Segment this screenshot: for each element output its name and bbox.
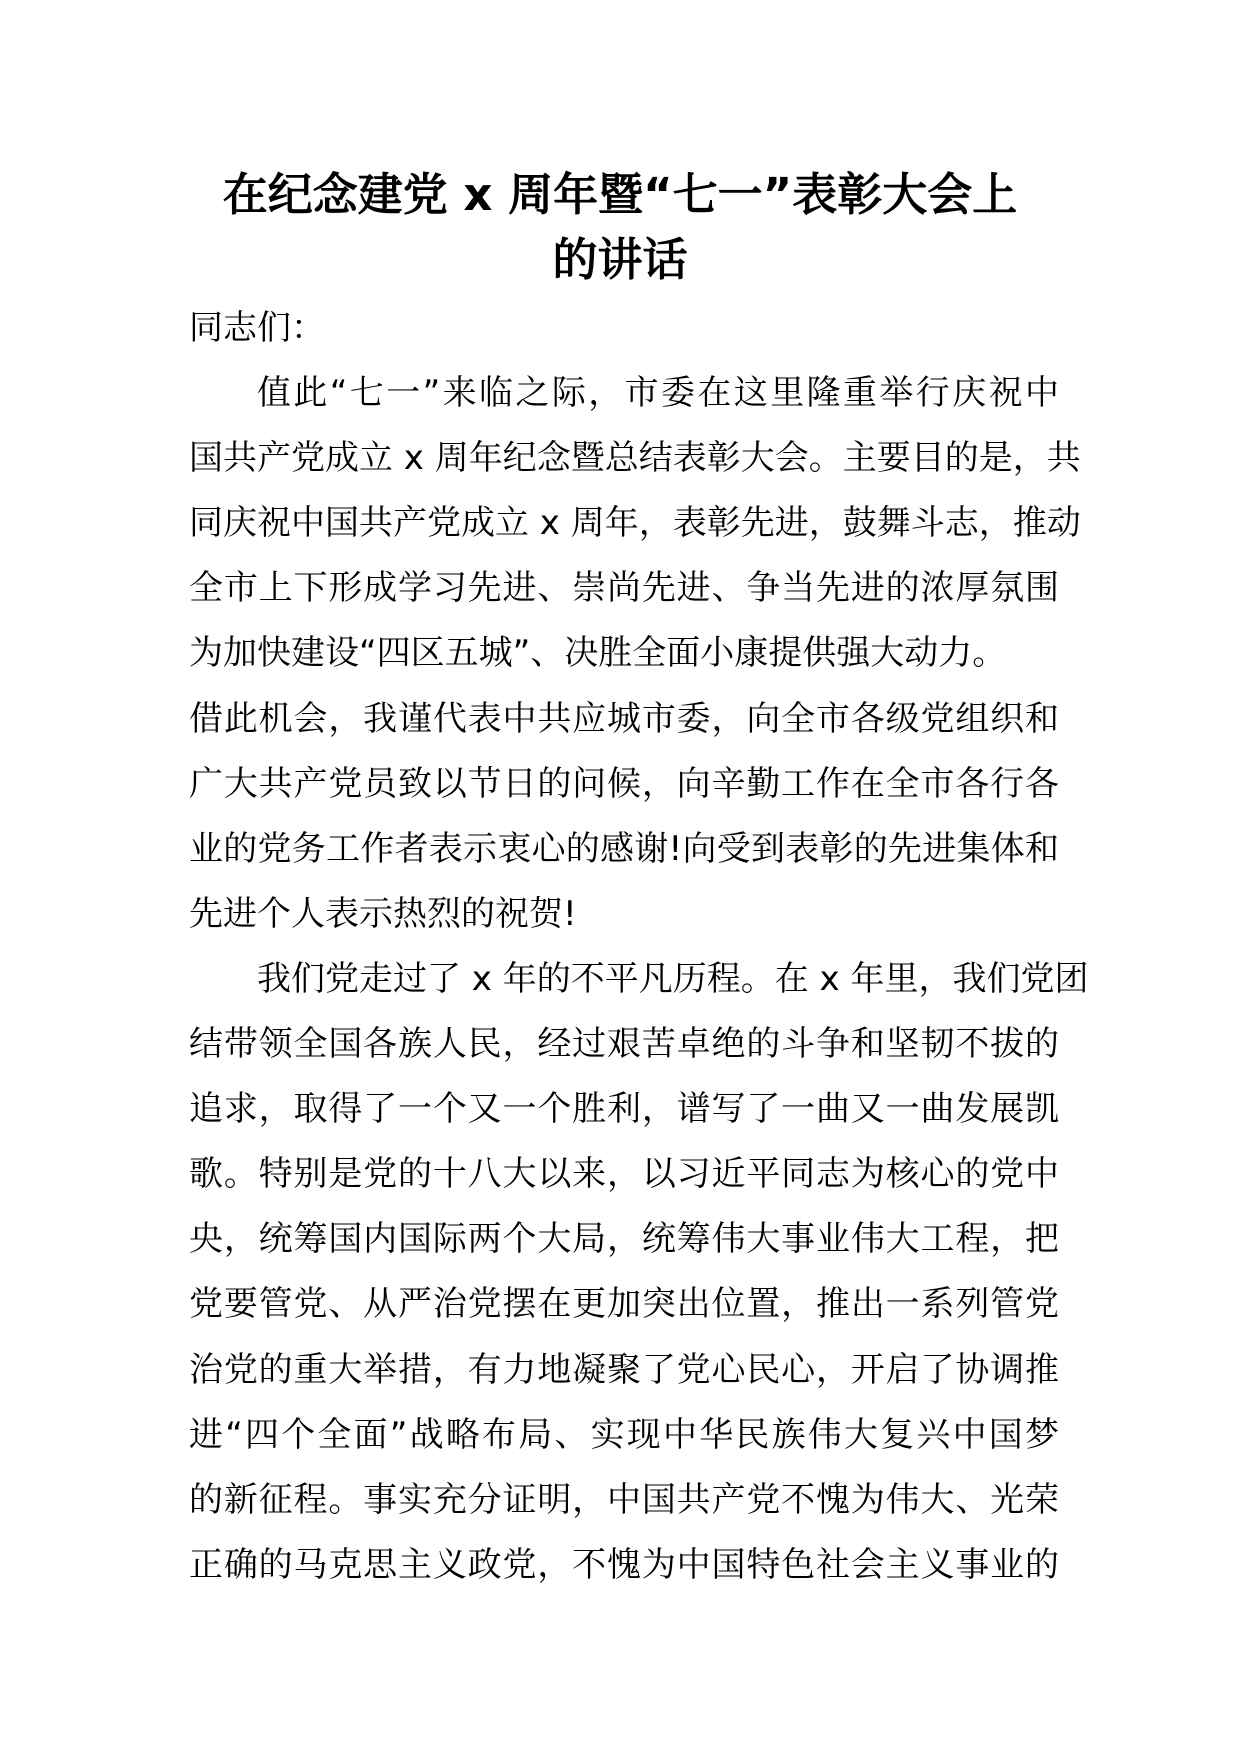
paragraph-1-line: 先进个人表示热烈的祝贺! bbox=[189, 893, 577, 934]
paragraph-1-line: 国共产党成立 x 周年纪念暨总结表彰大会。主要目的是，共 bbox=[189, 438, 1081, 479]
paragraph-1-line: 同庆祝中国共产党成立 x 周年，表彰先进，鼓舞斗志，推动 bbox=[189, 503, 1081, 544]
paragraph-1-line: 业的党务工作者表示衷心的感谢!向受到表彰的先进集体和 bbox=[189, 828, 1059, 869]
paragraph-2-line: 歌。特别是党的十八大以来，以习近平同志为核心的党中 bbox=[189, 1154, 1059, 1195]
paragraph-1-line: 全市上下形成学习先进、崇尚先进、争当先进的浓厚氛围 bbox=[189, 568, 1059, 609]
title-line-1: 在纪念建党 x 周年暨“七一”表彰大会上 bbox=[222, 168, 1018, 221]
paragraph-2-line: 进“四个全面”战略布局、实现中华民族伟大复兴中国梦 bbox=[189, 1414, 1059, 1455]
paragraph-2-line: 结带领全国各族人民，经过艰苦卓绝的斗争和坚韧不拔的 bbox=[189, 1024, 1059, 1065]
paragraph-1-line: 借此机会，我谨代表中共应城市委，向全市各级党组织和 bbox=[189, 698, 1059, 739]
paragraph-2-line: 我们党走过了 x 年的不平凡历程。在 x 年里，我们党团 bbox=[257, 958, 1089, 999]
paragraph-2-line: 的新征程。事实充分证明，中国共产党不愧为伟大、光荣 bbox=[189, 1479, 1059, 1520]
paragraph-2-line: 追求，取得了一个又一个胜利，谱写了一曲又一曲发展凯 bbox=[189, 1089, 1059, 1130]
paragraph-1-line: 广大共产党员致以节日的问候，向辛勤工作在全市各行各 bbox=[189, 763, 1059, 804]
title-line-2: 的讲话 bbox=[552, 233, 688, 287]
paragraph-2-line: 治党的重大举措，有力地凝聚了党心民心，开启了协调推 bbox=[189, 1349, 1059, 1390]
salutation: 同志们： bbox=[189, 308, 325, 348]
document-title bbox=[150, 162, 1090, 292]
paragraph-2-line: 央，统筹国内国际两个大局，统筹伟大事业伟大工程，把 bbox=[189, 1219, 1059, 1260]
document-body bbox=[189, 296, 1089, 1598]
paragraph-2-line: 正确的马克思主义政党，不愧为中国特色社会主义事业的 bbox=[189, 1544, 1059, 1585]
paragraph-2-line: 党要管党、从严治党摆在更加突出位置，推出一系列管党 bbox=[189, 1284, 1059, 1325]
paragraph-1-line: 为加快建设“四区五城”、决胜全面小康提供强大动力。 bbox=[189, 633, 1007, 674]
paragraph-1-line: 值此“七一”来临之际，市委在这里隆重举行庆祝中 bbox=[257, 373, 1059, 414]
